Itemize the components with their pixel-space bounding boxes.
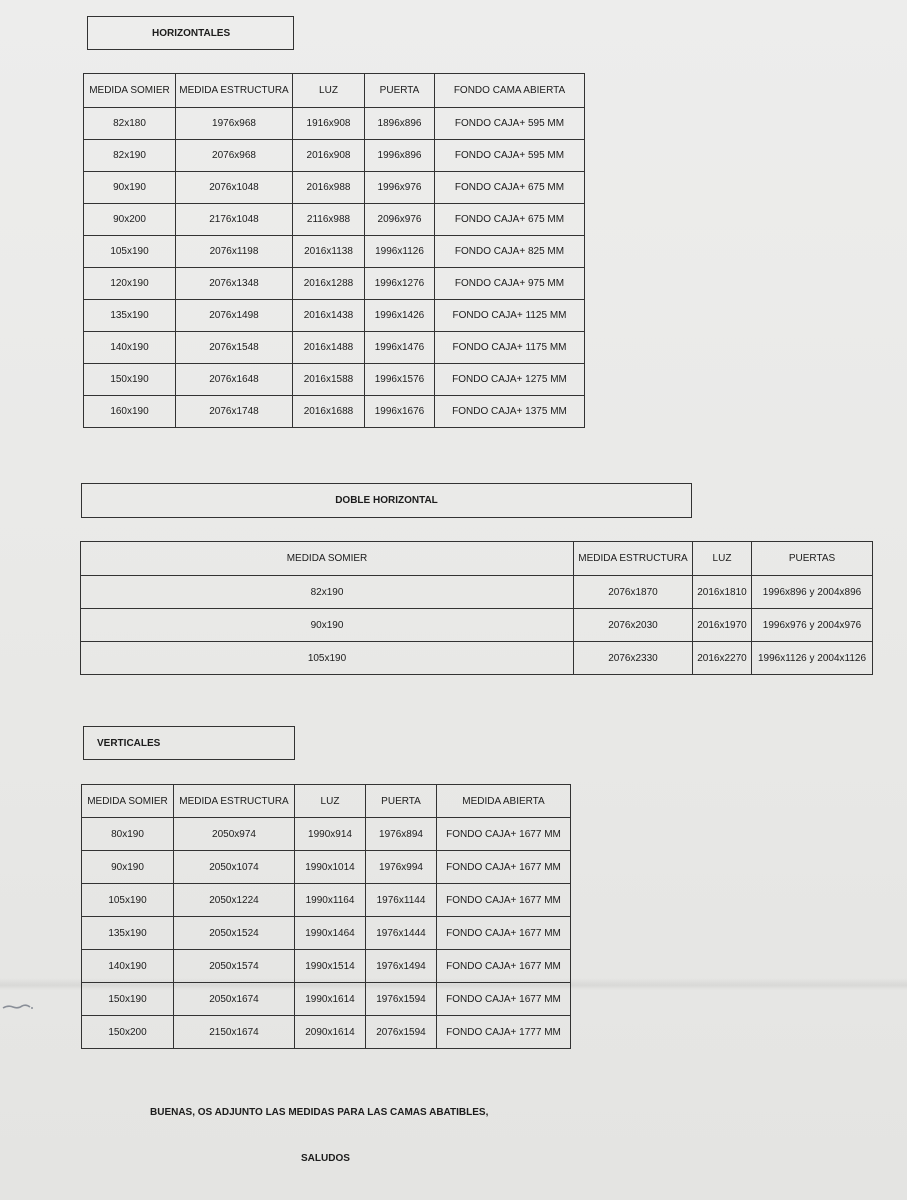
table-cell: 135x190 <box>82 917 174 950</box>
paper-fold-shadow <box>0 978 907 990</box>
table-cell: 160x190 <box>84 396 176 428</box>
table-cell: 2016x1288 <box>293 268 365 300</box>
table-cell: 1996x976 <box>365 172 435 204</box>
table-cell: FONDO CAJA+ 1677 MM <box>437 818 571 851</box>
table-cell: 2116x988 <box>293 204 365 236</box>
table-cell: 2076x1548 <box>176 332 293 364</box>
column-header: LUZ <box>693 542 752 576</box>
table-row <box>84 172 585 204</box>
table-cell: 150x190 <box>82 983 174 1016</box>
table-cell: 1990x1614 <box>295 983 366 1016</box>
table-cell: FONDO CAJA+ 1125 MM <box>435 300 585 332</box>
table-cell: 80x190 <box>82 818 174 851</box>
column-header: MEDIDA SOMIER <box>81 542 574 576</box>
table-cell: 1976x894 <box>366 818 437 851</box>
table-cell: 2096x976 <box>365 204 435 236</box>
table-row <box>84 204 585 236</box>
column-header: MEDIDA SOMIER <box>82 785 174 818</box>
table-cell: 105x190 <box>84 236 176 268</box>
table-cell: 1996x1576 <box>365 364 435 396</box>
table-cell: 1990x1164 <box>295 884 366 917</box>
table-row <box>82 818 571 851</box>
table-cell: 1976x994 <box>366 851 437 884</box>
table-row <box>81 642 873 675</box>
table-cell: 2050x1224 <box>174 884 295 917</box>
table-row <box>82 884 571 917</box>
table-cell: 1996x1676 <box>365 396 435 428</box>
table-cell: 2076x1748 <box>176 396 293 428</box>
column-header: FONDO CAMA ABIERTA <box>435 74 585 108</box>
table-cell: 2050x1674 <box>174 983 295 1016</box>
table-cell: 1990x914 <box>295 818 366 851</box>
verticales-title <box>83 726 295 760</box>
table-cell: 140x190 <box>84 332 176 364</box>
table-cell: 82x190 <box>84 140 176 172</box>
table-cell: 2016x908 <box>293 140 365 172</box>
table-cell: 2050x1524 <box>174 917 295 950</box>
table-cell: 2090x1614 <box>295 1016 366 1049</box>
table-row <box>81 609 873 642</box>
table-cell: 2050x1074 <box>174 851 295 884</box>
table-header-row <box>84 74 585 108</box>
table-cell: 2076x2030 <box>574 609 693 642</box>
table-cell: 2016x988 <box>293 172 365 204</box>
table-cell: 1976x968 <box>176 108 293 140</box>
closing-text: SALUDOS <box>301 1153 350 1164</box>
table-cell: 2076x1648 <box>176 364 293 396</box>
table-cell: 2076x1348 <box>176 268 293 300</box>
table-cell: 1976x1444 <box>366 917 437 950</box>
table-cell: 90x190 <box>81 609 574 642</box>
table-row <box>84 236 585 268</box>
table-cell: 1896x896 <box>365 108 435 140</box>
table-cell: 2050x1574 <box>174 950 295 983</box>
column-header: LUZ <box>293 74 365 108</box>
table-cell: 120x190 <box>84 268 176 300</box>
table-cell: 2016x1810 <box>693 576 752 609</box>
table-cell: 2016x1688 <box>293 396 365 428</box>
column-header: LUZ <box>295 785 366 818</box>
verticales-table <box>81 784 571 1049</box>
table-cell: 1996x896 y 2004x896 <box>752 576 873 609</box>
table-row <box>84 300 585 332</box>
table-cell: 2016x1970 <box>693 609 752 642</box>
table-cell: 1976x1594 <box>366 983 437 1016</box>
table-row <box>82 1016 571 1049</box>
table-cell: 1976x1494 <box>366 950 437 983</box>
table-cell: 2076x1198 <box>176 236 293 268</box>
table-cell: 1996x1476 <box>365 332 435 364</box>
table-cell: 2076x1498 <box>176 300 293 332</box>
table-cell: 135x190 <box>84 300 176 332</box>
table-header-row <box>82 785 571 818</box>
column-header: MEDIDA ABIERTA <box>437 785 571 818</box>
table-row <box>84 268 585 300</box>
table-cell: FONDO CAJA+ 675 MM <box>435 204 585 236</box>
table-cell: 105x190 <box>82 884 174 917</box>
table-cell: 1996x976 y 2004x976 <box>752 609 873 642</box>
table-cell: FONDO CAJA+ 1275 MM <box>435 364 585 396</box>
table-cell: FONDO CAJA+ 975 MM <box>435 268 585 300</box>
table-row <box>84 396 585 428</box>
table-cell: 82x190 <box>81 576 574 609</box>
table-header-row <box>81 542 873 576</box>
doble-horizontal-title-text: DOBLE HORIZONTAL <box>335 495 438 506</box>
table-cell: 1916x908 <box>293 108 365 140</box>
table-cell: 2016x1588 <box>293 364 365 396</box>
horizontales-title <box>87 16 294 50</box>
column-header: MEDIDA SOMIER <box>84 74 176 108</box>
table-cell: FONDO CAJA+ 1375 MM <box>435 396 585 428</box>
table-cell: FONDO CAJA+ 1175 MM <box>435 332 585 364</box>
doble-horizontal-title <box>81 483 692 518</box>
table-cell: 1996x1126 <box>365 236 435 268</box>
table-cell: 1990x1514 <box>295 950 366 983</box>
table-cell: 2150x1674 <box>174 1016 295 1049</box>
table-cell: FONDO CAJA+ 1677 MM <box>437 917 571 950</box>
table-row <box>82 851 571 884</box>
table-cell: 90x190 <box>84 172 176 204</box>
column-header: MEDIDA ESTRUCTURA <box>574 542 693 576</box>
table-cell: 2016x1488 <box>293 332 365 364</box>
table-cell: 1996x1426 <box>365 300 435 332</box>
horizontales-title-text: HORIZONTALES <box>152 27 231 39</box>
column-header: PUERTA <box>366 785 437 818</box>
table-cell: 1996x896 <box>365 140 435 172</box>
table-cell: FONDO CAJA+ 1677 MM <box>437 983 571 1016</box>
table-cell: 1990x1464 <box>295 917 366 950</box>
table-cell: 2050x974 <box>174 818 295 851</box>
table-cell: 2076x1048 <box>176 172 293 204</box>
table-cell: 2016x2270 <box>693 642 752 675</box>
column-header: MEDIDA ESTRUCTURA <box>176 74 293 108</box>
table-cell: FONDO CAJA+ 595 MM <box>435 140 585 172</box>
table-cell: 105x190 <box>81 642 574 675</box>
table-cell: 140x190 <box>82 950 174 983</box>
table-cell: FONDO CAJA+ 1677 MM <box>437 950 571 983</box>
table-cell: FONDO CAJA+ 1777 MM <box>437 1016 571 1049</box>
table-cell: 150x190 <box>84 364 176 396</box>
table-cell: 90x190 <box>82 851 174 884</box>
column-header: MEDIDA ESTRUCTURA <box>174 785 295 818</box>
table-row <box>84 364 585 396</box>
table-cell: 2076x2330 <box>574 642 693 675</box>
greeting-text: BUENAS, OS ADJUNTO LAS MEDIDAS PARA LAS CAMAS ABATIBLES, <box>150 1107 489 1118</box>
table-row <box>81 576 873 609</box>
table-cell: 2016x1438 <box>293 300 365 332</box>
horizontales-table <box>83 73 585 428</box>
table-cell: FONDO CAJA+ 595 MM <box>435 108 585 140</box>
table-cell: 1996x1276 <box>365 268 435 300</box>
verticales-title-text: VERTICALES <box>97 737 161 749</box>
table-cell: 82x180 <box>84 108 176 140</box>
table-cell: 1976x1144 <box>366 884 437 917</box>
table-cell: 2076x1594 <box>366 1016 437 1049</box>
table-cell: 1996x1126 y 2004x1126 <box>752 642 873 675</box>
table-cell: 2176x1048 <box>176 204 293 236</box>
table-cell: FONDO CAJA+ 675 MM <box>435 172 585 204</box>
column-header: PUERTA <box>365 74 435 108</box>
table-cell: 90x200 <box>84 204 176 236</box>
ink-smudge <box>2 1003 34 1011</box>
table-row <box>84 332 585 364</box>
table-cell: 2076x968 <box>176 140 293 172</box>
table-cell: 2016x1138 <box>293 236 365 268</box>
table-row <box>82 917 571 950</box>
table-cell: FONDO CAJA+ 1677 MM <box>437 884 571 917</box>
column-header: PUERTAS <box>752 542 873 576</box>
table-row <box>84 140 585 172</box>
table-cell: FONDO CAJA+ 825 MM <box>435 236 585 268</box>
table-cell: 2076x1870 <box>574 576 693 609</box>
table-cell: FONDO CAJA+ 1677 MM <box>437 851 571 884</box>
table-cell: 1990x1014 <box>295 851 366 884</box>
table-row <box>84 108 585 140</box>
doble-horizontal-table <box>80 541 873 675</box>
table-cell: 150x200 <box>82 1016 174 1049</box>
